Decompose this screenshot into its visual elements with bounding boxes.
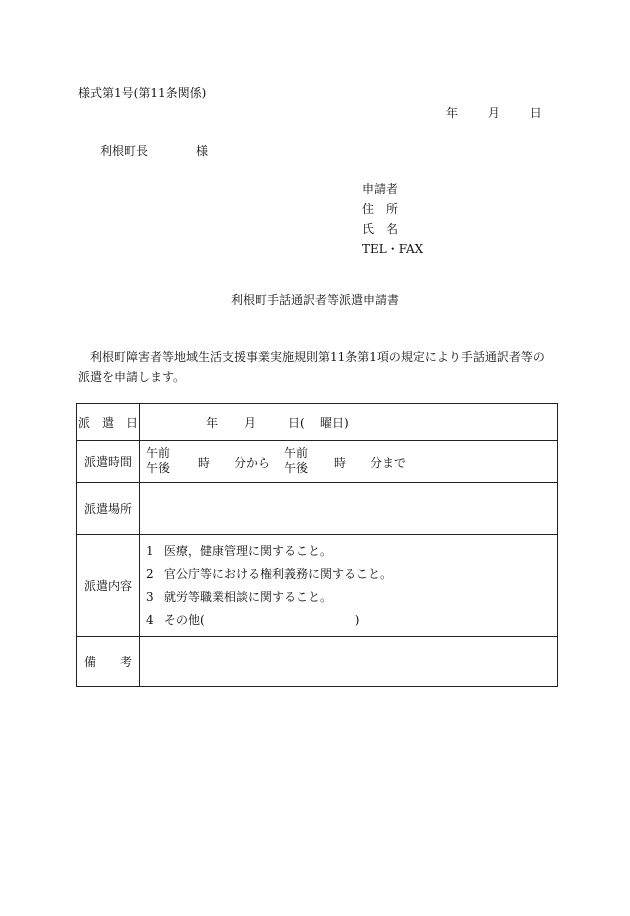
end-ampm [284,446,308,476]
remarks-label: 備 考 [77,637,140,687]
start-ampm [146,446,170,476]
option-text: その他( [164,612,205,627]
dispatch-month-label: 月 [244,416,257,430]
end-am-label: 午前 [284,446,309,460]
end-hour-label: 時 [334,456,347,470]
row-dispatch-place [77,483,558,535]
application-date [446,104,542,121]
dispatch-day-label: 日( [288,416,305,430]
addressee-name: 利根町長 [100,144,149,158]
row-dispatch-content [77,535,558,637]
dispatch-place-label: 派遣場所 [77,483,140,535]
content-option-3[interactable] [146,586,557,609]
other-close-paren: ) [354,612,360,627]
dispatch-date-field[interactable] [140,404,558,441]
applicant-address-label: 住 所 [362,202,399,216]
end-minute-until-label: 分まで [370,456,407,470]
option-number: 2 [146,566,154,581]
dispatch-place-field[interactable] [140,483,558,535]
start-hour-label: 時 [198,456,211,470]
form-number: 様式第1号(第11条関係) [78,86,207,100]
option-number: 3 [146,589,154,604]
addressee [100,142,208,159]
addressee-honorific: 様 [196,144,209,158]
date-day-label: 日 [529,106,542,120]
dispatch-time-field[interactable] [140,441,558,483]
date-year-label: 年 [446,106,459,120]
applicant-tel-fax-label: TEL・FAX [362,242,424,256]
option-text: 官公庁等における権利義務に関すること。 [164,566,393,581]
content-option-1[interactable] [146,540,557,563]
start-minute-from-label: 分から [234,456,271,470]
content-option-4[interactable] [146,609,557,632]
dispatch-content-label: 派遣内容 [77,535,140,637]
row-remarks [77,637,558,687]
dispatch-date-label: 派 遣 日 [77,404,140,441]
row-dispatch-time [77,441,558,483]
dispatch-weekday-label: 曜日) [320,416,349,430]
document-body: 利根町障害者等地域生活支援事業実施規則第11条第1項の規定により手話通訳者等の派遣を申請します。 [78,350,545,384]
option-number: 4 [146,612,154,627]
applicant-title: 申請者 [362,182,399,196]
dispatch-content-field [140,535,558,637]
option-text: 医療，健康管理に関すること。 [164,543,333,558]
row-dispatch-date [77,404,558,441]
date-month-label: 月 [487,106,500,120]
dispatch-time-label: 派遣時間 [77,441,140,483]
option-text: 就労等職業相談に関すること。 [164,589,333,604]
option-number: 1 [146,543,154,558]
applicant-block [362,179,423,259]
start-pm-label: 午後 [146,461,171,475]
document-title: 利根町手話通訳者等派遣申請書 [230,293,399,307]
applicant-name-label: 氏 名 [362,222,399,236]
application-table [76,403,558,687]
end-pm-label: 午後 [284,461,309,475]
remarks-field[interactable] [140,637,558,687]
start-am-label: 午前 [146,446,171,460]
dispatch-content-list [140,540,557,632]
content-option-2[interactable] [146,563,557,586]
dispatch-year-label: 年 [206,416,219,430]
